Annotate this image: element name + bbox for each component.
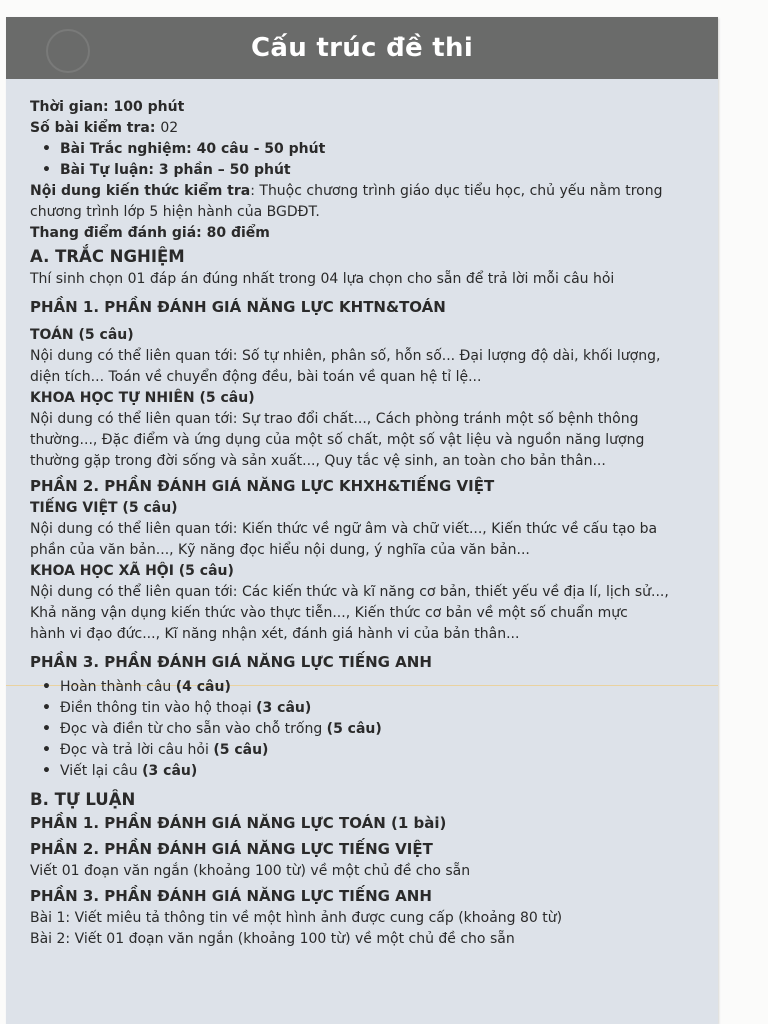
natural-science-text-cont2: thường gặp trong đời sống và sản xuất..., Quy tắc vệ sinh, an toàn cho bản thân... — [30, 453, 606, 469]
essay-part3-title: PHẦN 3. PHẦN ĐÁNH GIÁ NĂNG LỰC TIẾNG ANH — [30, 887, 432, 905]
list-item — [30, 761, 710, 782]
list-item — [30, 160, 710, 181]
vietnamese-title: TIẾNG VIỆT (5 câu) — [30, 500, 178, 516]
essay-info: Bài Tự luận: 3 phần – 50 phút — [60, 162, 291, 178]
english-item-count: (3 câu) — [256, 700, 312, 716]
social-science-text-cont: Khả năng vận dụng kiến thức vào thực tiễn..., Kiến thức cơ bản về một số chuẩn mực — [30, 605, 628, 621]
english-item-count: (5 câu) — [326, 721, 382, 737]
part1-title: PHẦN 1. PHẦN ĐÁNH GIÁ NĂNG LỰC KHTN&TOÁN — [30, 298, 446, 316]
english-item-text: Đọc và trả lời câu hỏi — [60, 742, 214, 758]
natural-science-text: Nội dung có thể liên quan tới: Sự trao đổi chất..., Cách phòng tránh một số bệnh thông — [30, 411, 639, 427]
title-banner — [6, 17, 718, 79]
part3-title: PHẦN 3. PHẦN ĐÁNH GIÁ NĂNG LỰC TIẾNG ANH — [30, 653, 432, 671]
natural-science-title: KHOA HỌC TỰ NHIÊN (5 câu) — [30, 390, 255, 406]
knowledge-scope — [30, 181, 710, 202]
social-science-title: KHOA HỌC XÃ HỘI (5 câu) — [30, 563, 234, 579]
natural-science-text-cont: thường..., Đặc điểm và ứng dụng của một số chất, một số vật liệu và nguồn năng lượng — [30, 432, 645, 448]
english-item-count: (3 câu) — [142, 763, 198, 779]
score-scale: Thang điểm đánh giá: 80 điểm — [30, 225, 270, 241]
list-item — [30, 139, 710, 160]
essay-part3-task2: Bài 2: Viết 01 đoạn văn ngắn (khoảng 100 từ) về một chủ đề cho sẵn — [30, 931, 515, 947]
vietnamese-text: Nội dung có thể liên quan tới: Kiến thức về ngữ âm và chữ viết..., Kiến thức về cấu tạo ba — [30, 521, 658, 537]
math-text-cont: diện tích... Toán về chuyển động đều, bài toán về quan hệ tỉ lệ... — [30, 369, 482, 385]
section-b-title: B. TỰ LUẬN — [30, 790, 136, 809]
exam-structure-content — [30, 97, 710, 950]
bullet-icon: • — [42, 162, 51, 178]
vietnamese-text-cont: phần của văn bản..., Kỹ năng đọc hiểu nội dung, ý nghĩa của văn bản... — [30, 542, 530, 558]
list-item — [30, 719, 710, 740]
bullet-icon: • — [42, 721, 51, 737]
english-item-text: Hoàn thành câu — [60, 679, 176, 695]
bullet-icon: • — [42, 742, 51, 758]
essay-part2-text: Viết 01 đoạn văn ngắn (khoảng 100 từ) về một chủ đề cho sẵn — [30, 863, 471, 879]
knowledge-text-cont: chương trình lớp 5 hiện hành của BGDĐT. — [30, 204, 320, 220]
bullet-icon: • — [42, 679, 51, 695]
bullet-icon: • — [42, 700, 51, 716]
social-science-text-cont2: hành vi đạo đức..., Kĩ năng nhận xét, đánh giá hành vi của bản thân... — [30, 626, 520, 642]
list-item — [30, 740, 710, 761]
knowledge-text: : Thuộc chương trình giáo dục tiểu học, chủ yếu nằm trong — [250, 183, 663, 199]
english-item-text: Viết lại câu — [60, 763, 143, 779]
page-title: Cấu trúc đề thi — [250, 33, 474, 63]
social-science-text: Nội dung có thể liên quan tới: Các kiến thức và kĩ năng cơ bản, thiết yếu về địa lí, lịch sử..., — [30, 584, 669, 600]
list-item — [30, 677, 710, 698]
english-item-text: Điền thông tin vào hộ thoại — [60, 700, 257, 716]
english-item-text: Đọc và điền từ cho sẵn vào chỗ trống — [60, 721, 327, 737]
watermark-seal — [46, 29, 90, 73]
test-count — [30, 118, 710, 139]
bullet-icon: • — [42, 141, 51, 157]
math-text: Nội dung có thể liên quan tới: Số tự nhiên, phân số, hỗn số... Đại lượng độ dài, khối lượng, — [30, 348, 661, 364]
math-title: TOÁN (5 câu) — [30, 327, 134, 343]
list-item — [30, 698, 710, 719]
english-item-count: (5 câu) — [213, 742, 269, 758]
essay-part2-title: PHẦN 2. PHẦN ĐÁNH GIÁ NĂNG LỰC TIẾNG VIỆT — [30, 840, 433, 858]
bullet-icon: • — [42, 763, 51, 779]
essay-part1-title: PHẦN 1. PHẦN ĐÁNH GIÁ NĂNG LỰC TOÁN (1 bài) — [30, 814, 447, 832]
multiple-choice-info: Bài Trắc nghiệm: 40 câu - 50 phút — [60, 141, 326, 157]
essay-part3-task1: Bài 1: Viết miêu tả thông tin về một hình ảnh được cung cấp (khoảng 80 từ) — [30, 910, 563, 926]
document-page — [6, 17, 718, 1024]
section-a-title: A. TRẮC NGHIỆM — [30, 247, 185, 266]
part2-title: PHẦN 2. PHẦN ĐÁNH GIÁ NĂNG LỰC KHXH&TIẾNG VIỆT — [30, 477, 495, 495]
test-count-label: Số bài kiểm tra: — [30, 120, 161, 136]
knowledge-label: Nội dung kiến thức kiểm tra — [30, 183, 251, 199]
section-a-instruction: Thí sinh chọn 01 đáp án đúng nhất trong 04 lựa chọn cho sẵn để trả lời mỗi câu hỏi — [30, 271, 615, 287]
exam-time: Thời gian: 100 phút — [30, 99, 185, 115]
test-count-value: 02 — [160, 120, 179, 136]
english-item-count: (4 câu) — [175, 679, 231, 695]
